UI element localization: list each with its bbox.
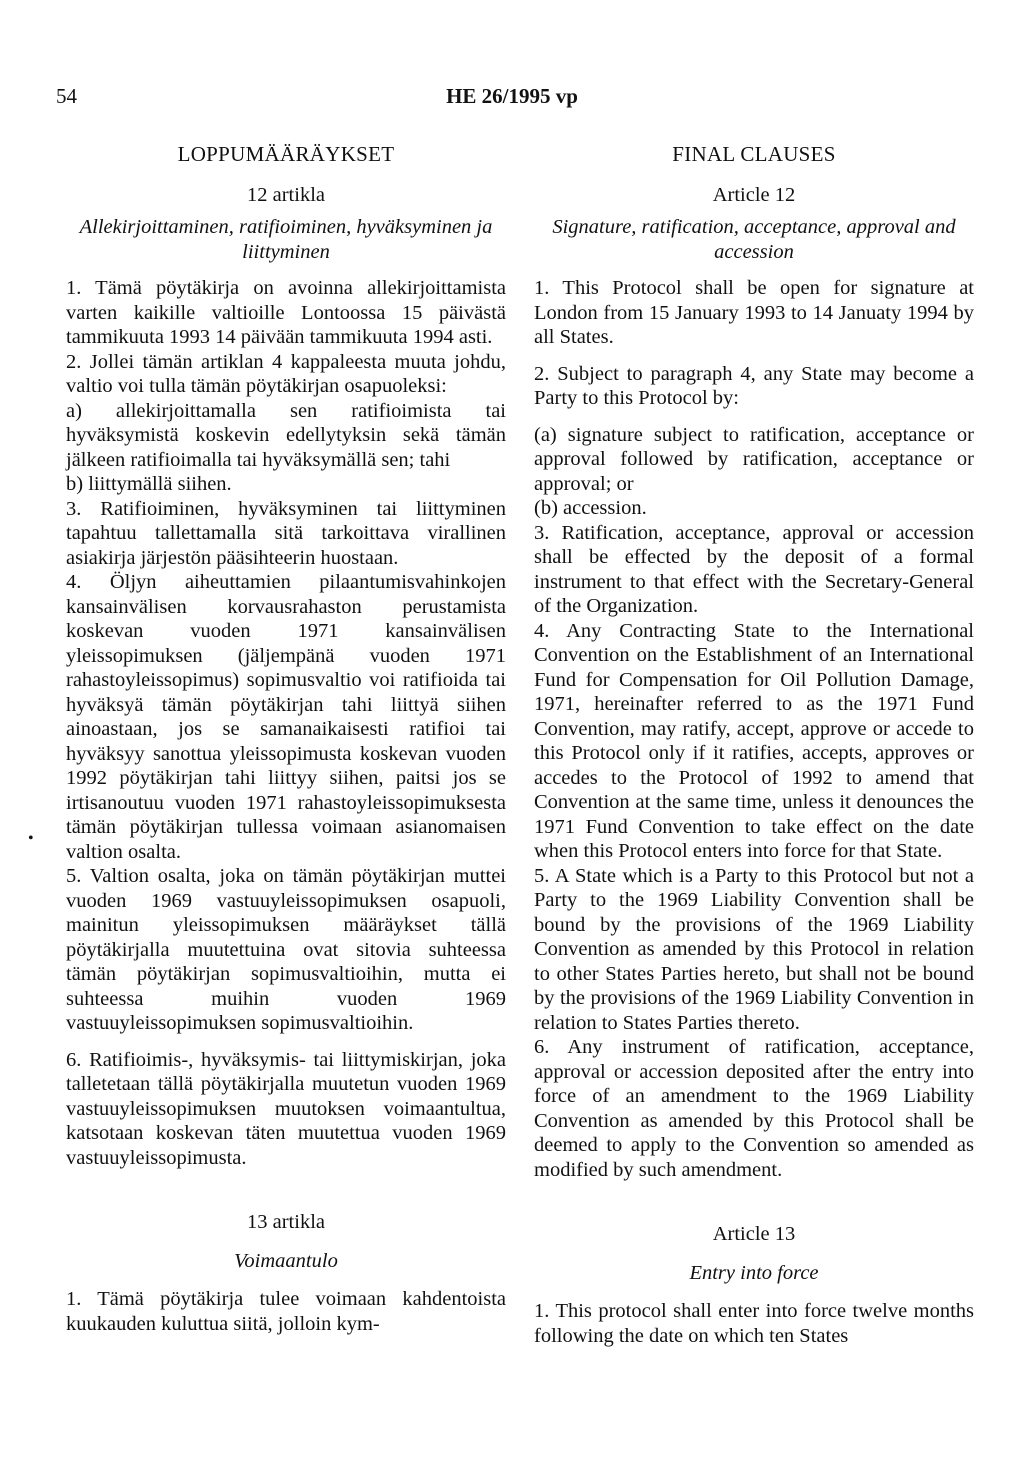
paragraph: b) liittymällä siihen. <box>66 473 232 495</box>
article-heading: Article 12 <box>712 183 796 206</box>
paragraph: 4. Öljyn aiheuttamien pilaantumisvahinkojen kansainvälisen korvausrahaston perustamista koskevan vuoden 1971 kansainvälisen yleissopimuksen (jäljempänä vuoden 1971 rahastoyleissopimus) sopimusvaltio voi ratifioida tai hyväksyä tämän pöytäkirjan tahi liittyä siihen ainoastaan, jos se samanaikaisesti ratifioi tai hyväksyy sanottua yleissopimusta koskevan vuoden 1992 pöytäkirjan tahi liittyy siihen, paitsi jos se irtisanoutuu vuoden 1971 rahastoyleissopimuksesta tämän pöytäkirjan tullessa voimaan asianomaisen valtion osalta. <box>66 571 506 863</box>
paragraph: 3. Ratifioiminen, hyväksyminen tai liittyminen tapahtuu tallettamalla sitä tarkoittava virallinen asiakirja järjestön pääsihteerin huostaan. <box>66 497 506 569</box>
article-heading: Article 13 <box>712 1223 796 1245</box>
paragraph: a) allekirjoittamalla sen ratifioimista tai hyväksymistä koskevin edellytyksin sekä tämän jälkeen ratifioimalla tai hyväksymällä sen; tahi <box>66 399 506 471</box>
paragraph: 6. Ratifioimis-, hyväksymis- tai liittymiskirjan, joka talletetaan tällä pöytäkirjalla muutetun vuoden 1969 vastuuyleissopimuksen muutoksen voimaantultua, katsotaan koskevan täten muutettua vuoden 1969 vastuuyleissopimusta. <box>66 1048 506 1169</box>
page-number: 54 <box>56 84 77 108</box>
english-column <box>534 138 974 1348</box>
paragraph: 1. This Protocol shall be open for signature at London from 15 January 1993 to 14 Januaty 1994 by all States. <box>534 277 974 348</box>
section-title: FINAL CLAUSES <box>672 142 836 166</box>
paragraph: 2. Jollei tämän artiklan 4 kappaleesta muuta johdu, valtio voi tulla tämän pöytäkirjan osapuoleksi: <box>66 350 506 397</box>
article-title: Entry into force <box>689 1261 819 1284</box>
article-13-block <box>66 1210 506 1336</box>
article-title: Voimaantulo <box>234 1249 338 1272</box>
paragraph: 5. Valtion osalta, joka on tämän pöytäkirjan muttei vuoden 1969 vastuuyleissopimuksen osapuoli, mainitun yleissopimuksen määräykset tällä pöytäkirjalla muutettuina ovat sitovia suhteessa tämän pöytäkirjan sopimusvaltioihin, mutta ei suhteessa muihin vuoden 1969 vastuuyleissopimuksen sopimusvaltioihin. <box>66 865 506 1034</box>
article-13-block <box>534 1222 974 1348</box>
paragraph: 5. A State which is a Party to this Protocol but not a Party to the 1969 Liability Convention shall be bound by the provisions of the 1969 Liability Convention as amended by this Protocol in relation to other States Parties hereto, but shall not be bound by the provisions of the 1969 Liability Convention in relation to States Parties thereto. <box>534 864 974 1034</box>
paragraph: 2. Subject to paragraph 4, any State may become a Party to this Protocol by: <box>534 362 974 409</box>
paragraph: (b) accession. <box>534 497 647 519</box>
paragraph: 6. Any instrument of ratification, acceptance, approval or accession deposited after the entry into force of an amendment to the 1969 Liability Convention as amended by this Protocol shall be deemed to apply to the Convention so amended as modified by such amendment. <box>534 1036 974 1181</box>
paragraph: 1. This protocol shall enter into force twelve months following the date on which ten States <box>534 1300 974 1347</box>
section-title: LOPPUMÄÄRÄYKSET <box>177 142 395 166</box>
article-title: Allekirjoittaminen, ratifioiminen, hyväksyminen ja liittyminen <box>79 216 493 263</box>
article-title: Signature, ratification, acceptance, approval and accession <box>552 216 956 263</box>
finnish-column <box>66 138 506 1336</box>
margin-mark: • <box>28 830 34 847</box>
paragraph: 3. Ratification, acceptance, approval or accession shall be effected by the deposit of a formal instrument to that effect with the Secretary-General of the Organization. <box>534 521 974 617</box>
paragraph: 1. Tämä pöytäkirja on avoinna allekirjoittamista varten kaikille valtioille Lontoossa 15 päivästä tammikuuta 1993 14 päivään tammikuuta 1994 asti. <box>66 277 506 348</box>
paragraph: (a) signature subject to ratification, acceptance or approval followed by ratification, acceptance or approval; or <box>534 423 974 495</box>
paragraph: 4. Any Contracting State to the International Convention on the Establishment of an International Fund for Compensation for Oil Pollution Damage, 1971, hereinafter referred to as the 1971 Fund Convention, may ratify, accept, approve or accede to this Protocol only if it ratifies, accepts, approves or accedes to the Protocol of 1992 to amend that Convention at the same time, unless it denounces the 1971 Fund Convention to take effect on the date when this Protocol enters into force for that State. <box>534 619 974 862</box>
article-heading: 13 artikla <box>247 1211 325 1233</box>
running-header: HE 26/1995 vp <box>446 84 578 108</box>
paragraph: 1. Tämä pöytäkirja tulee voimaan kahdentoista kuukauden kuluttua siitä, jolloin kym- <box>66 1288 506 1335</box>
article-heading: 12 artikla <box>247 183 325 206</box>
